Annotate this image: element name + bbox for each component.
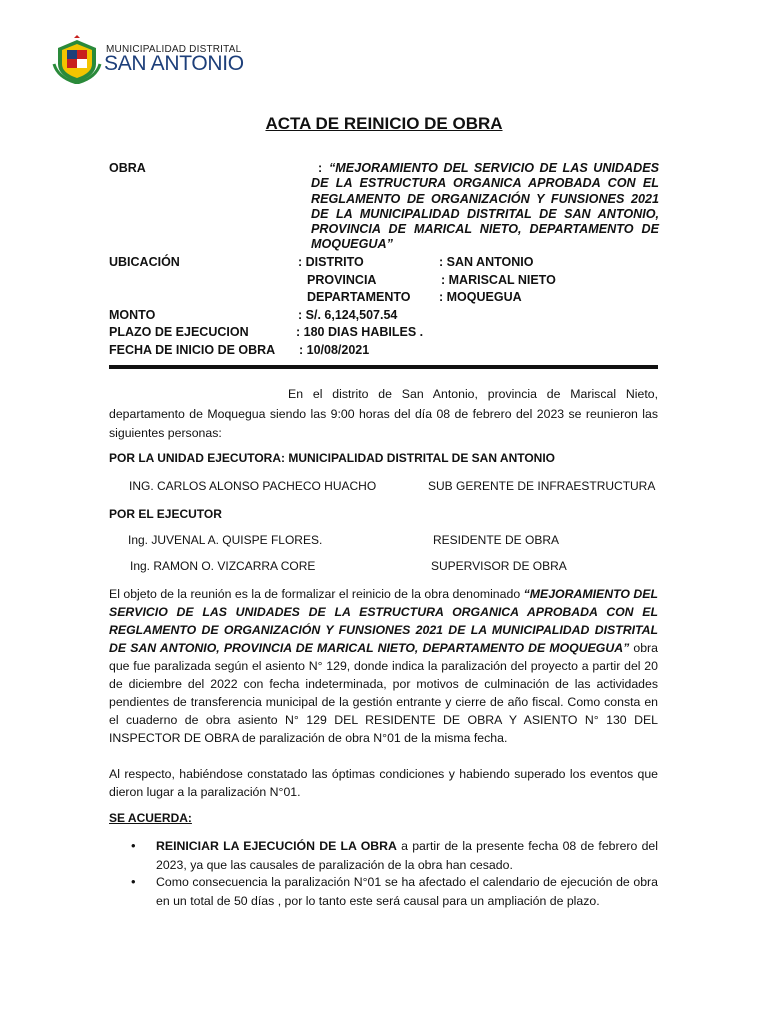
plazo-value: : 180 DIAS HABILES . bbox=[296, 325, 424, 339]
respecto-paragraph: Al respecto, habiéndose constatado las óptimas condiciones y habiendo superado los eventos que dieron lugar a la paralización N°01. bbox=[109, 767, 658, 799]
section-divider bbox=[109, 365, 658, 369]
ubicacion-label: UBICACIÓN bbox=[109, 255, 180, 269]
bullet-1-marker: • bbox=[131, 838, 136, 853]
intro-paragraph bbox=[109, 385, 658, 444]
acuerda-heading: SE ACUERDA: bbox=[109, 811, 192, 825]
bullet-2-text: Como consecuencia la paralización N°01 se ha afectado el calendario de ejecución de obra en un total de 50 días , por lo tanto este será causal para un ampliación de plazo. bbox=[156, 875, 658, 908]
obra-colon: : bbox=[318, 161, 323, 175]
municipality-name: SAN ANTONIO bbox=[104, 52, 244, 75]
fecha-label: FECHA DE INICIO DE OBRA bbox=[109, 343, 276, 357]
fecha-value: : 10/08/2021 bbox=[299, 343, 370, 357]
person1-name: ING. CARLOS ALONSO PACHECO HUACHO bbox=[129, 479, 377, 493]
bullet-1-text bbox=[156, 837, 658, 874]
provincia-value: : MARISCAL NIETO bbox=[441, 273, 556, 287]
document-title: ACTA DE REINICIO DE OBRA bbox=[265, 114, 503, 133]
distrito-label: : DISTRITO bbox=[298, 255, 364, 269]
intro-rest: departamento de Moquegua siendo las 9:00 horas del día 08 de febrero del 2023 se reunieron las siguientes personas: bbox=[109, 406, 658, 440]
departamento-label: DEPARTAMENTO bbox=[307, 290, 411, 304]
obra-label: OBRA bbox=[109, 161, 146, 175]
bullet-1-rest: a partir de la presente fecha 08 de febrero del 2023, ya que las causales de paralización de la obra han cesado. bbox=[156, 839, 659, 872]
obra-description-text: “MEJORAMIENTO DEL SERVICIO DE LAS UNIDADES DE LA ESTRUCTURA ORGANICA APROBADA CON EL REGLAMENTO DE ORGANIZACIÓN Y FUNSIONES 2021 DE LA MUNICIPALIDAD DISTRITAL DE SAN ANTONIO, PROVINCIA DE MARICAL NIETO, DEPARTAMENTO DE MOQUEGUA” bbox=[311, 161, 659, 252]
distrito-value: : SAN ANTONIO bbox=[439, 255, 534, 269]
municipality-subtitle: MUNICIPALIDAD DISTRITAL bbox=[106, 44, 242, 55]
person3-role: SUPERVISOR DE OBRA bbox=[431, 559, 567, 573]
bullet-2-marker: • bbox=[131, 874, 136, 889]
obra-description bbox=[311, 161, 659, 253]
obra-name-emphasis: “MEJORAMIENTO DEL SERVICIO DE LAS UNIDADES DE LA ESTRUCTURA ORGANICA APROBADA CON EL REGLAMENTO DE ORGANIZACIÓN Y FUNSIONES 2021 DE LA MUNICIPALIDAD DISTRITAL DE SAN ANTONIO, PROVINCIA DE MARICAL NIETO, DEPARTAMENTO DE MOQUEGUA” bbox=[109, 587, 658, 655]
bullet-1-bold: REINICIAR LA EJECUCIÓN DE LA OBRA bbox=[156, 839, 397, 853]
provincia-label: PROVINCIA bbox=[307, 273, 377, 287]
monto-value: : S/. 6,124,507.54 bbox=[298, 308, 398, 322]
intro-line-1: En el distrito de San Antonio, provincia de Mariscal Nieto, bbox=[288, 387, 658, 401]
person3-name: Ing. RAMON O. VIZCARRA CORE bbox=[130, 559, 316, 573]
person2-role: RESIDENTE DE OBRA bbox=[433, 533, 560, 547]
person2-name: Ing. JUVENAL A. QUISPE FLORES. bbox=[128, 533, 323, 547]
plazo-label: PLAZO DE EJECUCION bbox=[109, 325, 249, 339]
municipality-logo bbox=[52, 34, 102, 84]
person1-role: SUB GERENTE DE INFRAESTRUCTURA bbox=[428, 479, 656, 493]
objeto-start: El objeto de la reunión es la de formalizar el reinicio de la obra denominado bbox=[109, 587, 524, 601]
ejecutor-heading: POR EL EJECUTOR bbox=[109, 507, 222, 521]
departamento-value: : MOQUEGUA bbox=[439, 290, 522, 304]
objeto-paragraph bbox=[109, 585, 658, 747]
monto-label: MONTO bbox=[109, 308, 156, 322]
unidad-heading: POR LA UNIDAD EJECUTORA: MUNICIPALIDAD DISTRITAL DE SAN ANTONIO bbox=[109, 451, 556, 465]
objeto-end: obra que fue paralizada según el asiento N° 129, donde indica la paralización del proyecto a partir del 20 de diciembre del 2022 con fecha indeterminada, por motivos de culminación de las actividades pendientes de transferencia municipal de la gestión entrante y cierre de año fiscal. Como consta en el cuaderno de obra asiento N° 129 DEL RESIDENTE DE OBRA Y ASIENTO N° 130 DEL INSPECTOR DE OBRA de paralización de obra N°01 de la misma fecha. bbox=[109, 641, 658, 745]
